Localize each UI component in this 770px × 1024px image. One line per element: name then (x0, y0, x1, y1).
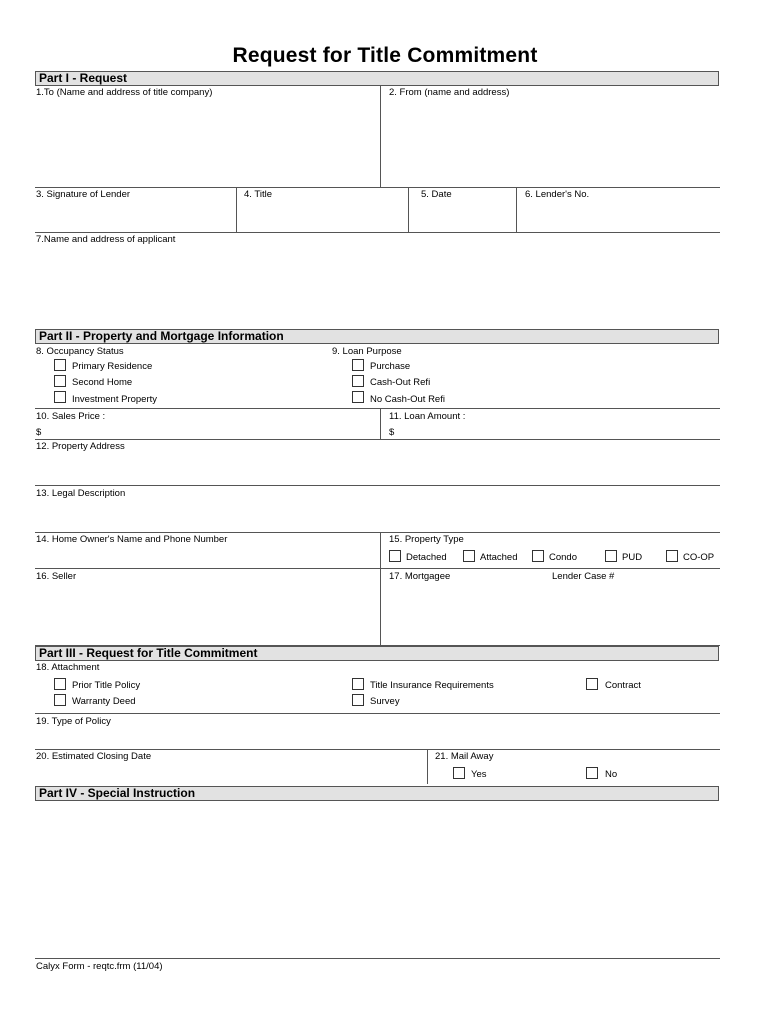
applicant-label: 7.Name and address of applicant (36, 234, 176, 245)
closing-date-label: 20. Estimated Closing Date (36, 751, 152, 762)
divider (35, 187, 720, 188)
pud-checkbox[interactable] (605, 550, 617, 562)
mail-away-no-label: No (605, 769, 618, 780)
closing-date-field[interactable] (36, 764, 424, 783)
divider (408, 187, 409, 232)
policy-type-label: 19. Type of Policy (36, 716, 111, 727)
title-insurance-requirements-checkbox[interactable] (352, 678, 364, 690)
primary-residence-label: Primary Residence (72, 361, 153, 372)
seller-label: 16. Seller (36, 571, 77, 582)
title-label: 4. Title (244, 189, 272, 200)
survey-checkbox[interactable] (352, 694, 364, 706)
divider (380, 532, 381, 645)
mortgagee-field[interactable] (382, 584, 718, 644)
property-type-label: 15. Property Type (389, 534, 464, 545)
divider (380, 408, 381, 439)
second-home-checkbox[interactable] (54, 375, 66, 387)
sales-price-field[interactable] (46, 424, 376, 438)
second-home-label: Second Home (72, 377, 133, 388)
title-field[interactable] (238, 202, 406, 230)
divider (35, 713, 720, 714)
loan-amount-currency: $ (389, 427, 395, 438)
applicant-field[interactable] (36, 247, 718, 325)
attached-checkbox[interactable] (463, 550, 475, 562)
divider (35, 485, 720, 486)
divider (35, 749, 720, 750)
property-address-label: 12. Property Address (36, 441, 125, 452)
divider (236, 187, 237, 232)
part2-header: Part II - Property and Mortgage Information (35, 329, 719, 344)
investment-property-label: Investment Property (72, 394, 158, 405)
divider (35, 232, 720, 233)
purchase-label: Purchase (370, 361, 411, 372)
from-field[interactable] (382, 100, 718, 186)
divider (35, 439, 720, 440)
mail-away-yes-label: Yes (471, 769, 487, 780)
lender-no-label: 6. Lender's No. (525, 189, 590, 200)
co-op-checkbox[interactable] (666, 550, 678, 562)
part1-header: Part I - Request (35, 71, 719, 86)
divider (516, 187, 517, 232)
detached-label: Detached (406, 552, 447, 563)
purchase-checkbox[interactable] (352, 359, 364, 371)
policy-type-field[interactable] (36, 729, 718, 748)
divider (35, 408, 720, 409)
warranty-deed-checkbox[interactable] (54, 694, 66, 706)
seller-field[interactable] (36, 584, 378, 644)
warranty-deed-label: Warranty Deed (72, 696, 136, 707)
loan-purpose-label: 9. Loan Purpose (332, 346, 402, 357)
prior-title-policy-checkbox[interactable] (54, 678, 66, 690)
attachment-label: 18. Attachment (36, 662, 100, 673)
mail-away-no-checkbox[interactable] (586, 767, 598, 779)
mail-away-label: 21. Mail Away (435, 751, 494, 762)
home-owner-label: 14. Home Owner's Name and Phone Number (36, 534, 228, 545)
form-footer: Calyx Form - reqtc.frm (11/04) (36, 961, 163, 972)
footer-divider (35, 958, 720, 959)
home-owner-field[interactable] (36, 547, 378, 565)
to-field[interactable] (36, 100, 378, 186)
part4-header: Part IV - Special Instruction (35, 786, 719, 801)
divider (427, 749, 428, 784)
contract-checkbox[interactable] (586, 678, 598, 690)
date-label: 5. Date (421, 189, 452, 200)
cash-out-refi-label: Cash-Out Refi (370, 377, 431, 388)
cash-out-refi-checkbox[interactable] (352, 375, 364, 387)
divider (35, 532, 720, 533)
pud-label: PUD (622, 552, 643, 563)
occupancy-label: 8. Occupancy Status (36, 346, 124, 357)
prior-title-policy-label: Prior Title Policy (72, 680, 141, 691)
form-title: Request for Title Commitment (232, 44, 538, 67)
sales-price-label: 10. Sales Price : (36, 411, 106, 422)
divider (380, 86, 381, 187)
title-insurance-requirements-label: Title Insurance Requirements (370, 680, 494, 691)
legal-description-field[interactable] (36, 501, 718, 531)
date-field[interactable] (410, 202, 514, 230)
mail-away-yes-checkbox[interactable] (453, 767, 465, 779)
signature-field[interactable] (36, 202, 234, 230)
from-label: 2. From (name and address) (389, 87, 510, 98)
survey-label: Survey (370, 696, 400, 707)
loan-amount-field[interactable] (400, 424, 716, 438)
condo-checkbox[interactable] (532, 550, 544, 562)
sales-price-currency: $ (36, 427, 42, 438)
contract-label: Contract (605, 680, 641, 691)
no-cash-out-refi-label: No Cash-Out Refi (370, 394, 445, 405)
loan-amount-label: 11. Loan Amount : (389, 411, 466, 422)
detached-checkbox[interactable] (389, 550, 401, 562)
special-instruction-field[interactable] (36, 804, 718, 954)
co-op-label: CO-OP (683, 552, 715, 563)
property-address-field[interactable] (36, 454, 718, 484)
no-cash-out-refi-checkbox[interactable] (352, 391, 364, 403)
attached-label: Attached (480, 552, 518, 563)
signature-label: 3. Signature of Lender (36, 189, 131, 200)
condo-label: Condo (549, 552, 577, 563)
investment-property-checkbox[interactable] (54, 391, 66, 403)
lender-no-field[interactable] (518, 202, 718, 230)
lender-case-label: Lender Case # (552, 571, 615, 582)
primary-residence-checkbox[interactable] (54, 359, 66, 371)
part3-header: Part III - Request for Title Commitment (35, 646, 719, 661)
to-label: 1.To (Name and address of title company) (36, 87, 213, 98)
mortgagee-label: 17. Mortgagee (389, 571, 451, 582)
divider (35, 568, 720, 569)
legal-description-label: 13. Legal Description (36, 488, 126, 499)
